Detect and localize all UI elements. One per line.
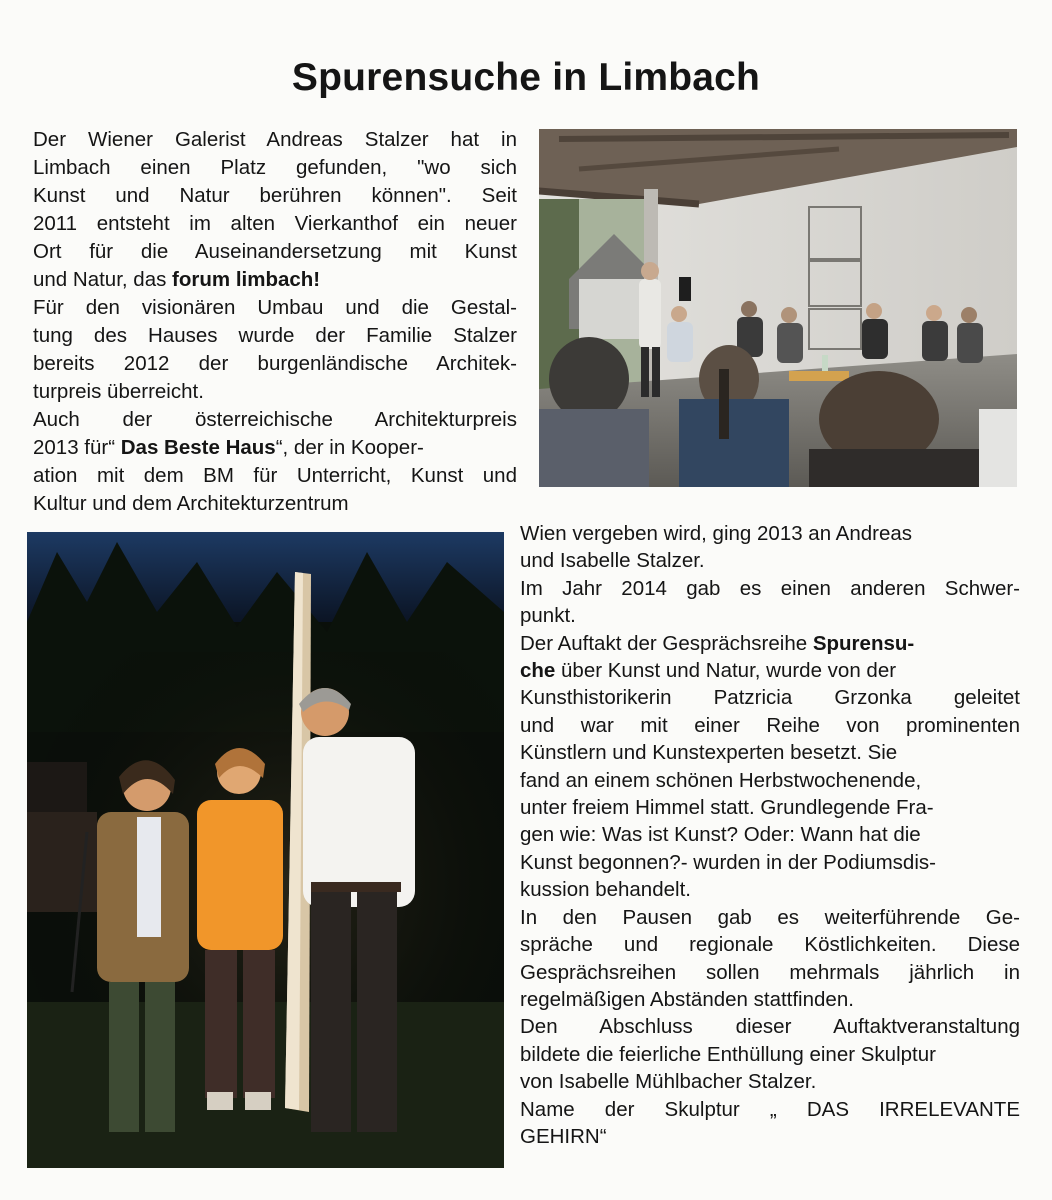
text-line: bereits 2012 der burgenländische Architek- xyxy=(33,352,517,375)
text-line: gen wie: Was ist Kunst? Oder: Wann hat die xyxy=(520,823,921,847)
text-segment: Der Auftakt der Gesprächsreihe xyxy=(520,631,813,655)
text-line: Limbach einen Platz gefunden, "wo sich xyxy=(33,156,517,179)
text-line: von Isabelle Mühlbacher Stalzer. xyxy=(520,1070,817,1094)
text-line: Im Jahr 2014 gab es einen anderen Schwer- xyxy=(520,576,1020,600)
photo-panel-discussion xyxy=(539,129,1017,487)
text-line: punkt. xyxy=(520,604,576,628)
text-line: Für den visionären Umbau und die Gestal- xyxy=(33,296,517,319)
article-text-left-column xyxy=(33,126,517,518)
text-line: turpreis überreicht. xyxy=(33,380,204,403)
text-line: und war mit einer Reihe von prominenten xyxy=(520,713,1020,737)
text-line: Name der Skulptur „ DAS IRRELEVANTE xyxy=(520,1097,1020,1121)
text-line: Den Abschluss dieser Auftaktveranstaltung xyxy=(520,1015,1020,1039)
text-line: Der Wiener Galerist Andreas Stalzer hat in xyxy=(33,128,517,151)
text-line: Gesprächsreihen sollen mehrmals jährlich in xyxy=(520,960,1020,984)
text-line xyxy=(33,434,517,462)
text-line: Kunst und Natur berühren können". Seit xyxy=(33,184,517,207)
text-line: kussion behandelt. xyxy=(520,878,691,902)
text-segment: “, der in Kooper- xyxy=(275,436,424,459)
text-line: In den Pausen gab es weiterführende Ge- xyxy=(520,905,1020,929)
text-line: Wien vergeben wird, ging 2013 an Andreas xyxy=(520,522,913,545)
text-line: Kunsthistorikerin Patzricia Grzonka geleitet xyxy=(520,686,1020,710)
text-line xyxy=(33,266,517,294)
text-line: Kunst begonnen?- wurden in der Podiumsdis- xyxy=(520,850,936,874)
article-title: Spurensuche in Limbach xyxy=(291,56,761,99)
series-name-bold-cont: che xyxy=(520,659,556,683)
text-line: und Isabelle Stalzer. xyxy=(520,549,705,573)
venue-name-bold: forum limbach! xyxy=(172,268,321,291)
text-line: Ort für die Auseinandersetzung mit Kunst xyxy=(33,240,517,263)
text-line: GEHIRN“ xyxy=(520,1124,607,1148)
text-line: regelmäßigen Abständen stattfinden. xyxy=(520,987,854,1011)
text-line: Künstlern und Kunstexperten besetzt. Sie xyxy=(520,741,898,765)
text-line: Auch der österreichische Architekturpreis xyxy=(33,408,517,431)
article-text-right-column xyxy=(520,520,1020,1150)
text-line: ation mit dem BM für Unterricht, Kunst und xyxy=(33,464,517,487)
text-segment: über Kunst und Natur, wurde von der xyxy=(555,659,897,683)
series-name-bold: Spurensu- xyxy=(812,631,915,655)
text-line xyxy=(520,630,1020,657)
sculpture-unveiling-image xyxy=(27,532,504,1168)
award-name-bold: Das Beste Haus xyxy=(120,436,276,459)
text-segment: und Natur, das xyxy=(33,268,173,291)
text-line xyxy=(520,657,1020,684)
text-line: tung des Hauses wurde der Familie Stalzer xyxy=(33,324,517,347)
text-line: spräche und regionale Köstlichkeiten. Diese xyxy=(520,933,1020,957)
photo-sculpture-unveiling xyxy=(27,532,504,1168)
text-line: bildete die feierliche Enthüllung einer Skulptur xyxy=(520,1042,936,1066)
text-line: unter freiem Himmel statt. Grundlegende Fra- xyxy=(520,796,934,820)
text-line: Kultur und dem Architekturzentrum xyxy=(33,492,349,515)
text-line: fand an einem schönen Herbstwochenende, xyxy=(520,768,922,792)
text-segment: 2013 für“ xyxy=(33,436,121,459)
text-line: 2011 entsteht im alten Vierkanthof ein neuer xyxy=(33,212,517,235)
panel-discussion-image xyxy=(539,129,1017,487)
